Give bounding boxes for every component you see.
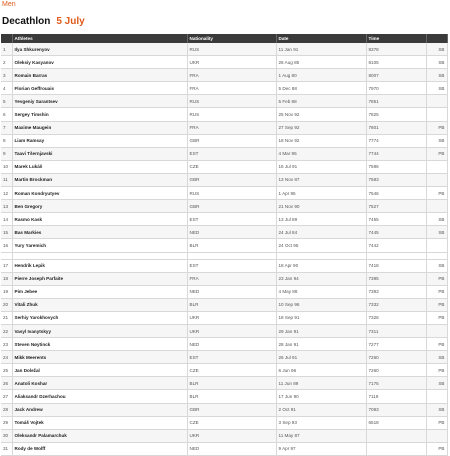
table-row <box>1 390 447 403</box>
note-cell: SB <box>426 213 447 226</box>
athlete-name[interactable]: Jan Doležal <box>12 364 187 377</box>
athlete-name[interactable]: Steven Nøytinck <box>12 338 187 351</box>
note-cell <box>426 324 447 337</box>
athlete-name[interactable]: Bas Markies <box>12 226 187 239</box>
athlete-name[interactable]: Tomáš Vojtek <box>12 416 187 429</box>
col-time-header[interactable]: Time <box>366 34 426 43</box>
date-cell: 27 Sep 92 <box>276 121 366 134</box>
col-note-header <box>426 34 447 43</box>
athlete-name[interactable]: Yevgeniy Sarantsev <box>12 95 187 108</box>
athlete-name[interactable]: Oleksandr Palamarchuk <box>12 429 187 442</box>
athlete-name[interactable]: Liam Ramsay <box>12 134 187 147</box>
rank-cell: 26 <box>1 377 12 390</box>
athlete-name[interactable]: Pierre Joseph Parfaite <box>12 272 187 285</box>
date-cell: 2 Oct 91 <box>276 403 366 416</box>
rank-cell: 16 <box>1 239 12 252</box>
table-row <box>1 121 447 134</box>
rank-cell: 28 <box>1 403 12 416</box>
score-cell: 6518 <box>366 416 426 429</box>
score-cell: 8105 <box>366 56 426 69</box>
nationality-cell: NED <box>187 338 276 351</box>
rank-cell: 4 <box>1 82 12 95</box>
table-row <box>1 311 447 324</box>
results-table <box>1 34 448 456</box>
nationality-cell: BLR <box>187 377 276 390</box>
note-cell: PB <box>426 416 447 429</box>
nationality-cell: RUS <box>187 43 276 56</box>
score-cell: 7118 <box>366 390 426 403</box>
note-cell <box>426 173 447 186</box>
note-cell: PB <box>426 121 447 134</box>
date-cell: 6 Jun 96 <box>276 364 366 377</box>
table-row <box>1 187 447 200</box>
athlete-name[interactable]: Anatoli Koshar <box>12 377 187 390</box>
nationality-cell: UKR <box>187 324 276 337</box>
table-row <box>1 442 447 455</box>
nationality-cell: CZE <box>187 364 276 377</box>
score-cell: 7260 <box>366 364 426 377</box>
score-cell: 7393 <box>366 285 426 298</box>
table-row <box>1 226 447 239</box>
date-cell: 11 Jun 89 <box>276 377 366 390</box>
score-cell: 7825 <box>366 108 426 121</box>
note-cell: SB <box>426 259 447 272</box>
nationality-cell: RUS <box>187 95 276 108</box>
nationality-cell: CZE <box>187 160 276 173</box>
rank-cell: 20 <box>1 298 12 311</box>
date-cell: 1 Apr 95 <box>276 187 366 200</box>
rank-cell: 30 <box>1 429 12 442</box>
rank-cell: 31 <box>1 442 12 455</box>
table-row <box>1 324 447 337</box>
date-cell: 5 Dec 88 <box>276 82 366 95</box>
note-cell <box>426 239 447 252</box>
table-row <box>1 147 447 160</box>
table-row <box>1 272 447 285</box>
table-row <box>1 416 447 429</box>
note-cell: SB <box>426 377 447 390</box>
nationality-cell: GBR <box>187 173 276 186</box>
group-separator <box>1 252 447 259</box>
date-cell: 5 Feb 88 <box>276 95 366 108</box>
score-cell: 7583 <box>366 173 426 186</box>
date-cell: 9 Apr 97 <box>276 442 366 455</box>
rank-cell: 18 <box>1 272 12 285</box>
nationality-cell: EST <box>187 351 276 364</box>
date-cell: 26 Jul 91 <box>276 351 366 364</box>
nationality-cell: NED <box>187 285 276 298</box>
event-date: 5 July <box>56 16 85 27</box>
date-cell: 16 Jul 91 <box>276 160 366 173</box>
note-cell <box>426 429 447 442</box>
rank-cell: 2 <box>1 56 12 69</box>
score-cell: 8378 <box>366 43 426 56</box>
rank-cell: 8 <box>1 134 12 147</box>
date-cell: 26 Aug 85 <box>276 56 366 69</box>
table-row <box>1 338 447 351</box>
score-cell: 7083 <box>366 403 426 416</box>
note-cell: PB <box>426 364 447 377</box>
table-row <box>1 160 447 173</box>
athlete-name[interactable]: Vitali Zhuk <box>12 298 187 311</box>
table-row <box>1 43 447 56</box>
page-title <box>2 16 85 28</box>
athlete-name[interactable]: Hendrik Lepik <box>12 259 187 272</box>
rank-cell: 10 <box>1 160 12 173</box>
score-cell: 7851 <box>366 95 426 108</box>
athlete-name[interactable]: Sergey Timshin <box>12 108 187 121</box>
rank-cell: 1 <box>1 43 12 56</box>
athlete-name[interactable]: Mikk Meerents <box>12 351 187 364</box>
table-row <box>1 173 447 186</box>
date-cell: 18 Sep 91 <box>276 311 366 324</box>
date-cell: 21 Nov 90 <box>276 200 366 213</box>
col-rank-header <box>1 34 12 43</box>
score-cell: 7311 <box>366 324 426 337</box>
table-row <box>1 239 447 252</box>
date-cell: 25 Nov 92 <box>276 108 366 121</box>
athlete-name[interactable]: Marek Lukáš <box>12 160 187 173</box>
date-cell: 24 Oct 95 <box>276 239 366 252</box>
rank-cell: 3 <box>1 69 12 82</box>
col-date-header[interactable]: Date <box>276 34 366 43</box>
score-cell: 7175 <box>366 377 426 390</box>
athlete-name[interactable]: Ilya Shkurenyov <box>12 43 187 56</box>
nationality-cell: EST <box>187 259 276 272</box>
nationality-cell: BLR <box>187 390 276 403</box>
note-cell <box>426 200 447 213</box>
note-cell: SB <box>426 351 447 364</box>
score-cell <box>366 429 426 442</box>
table-row <box>1 351 447 364</box>
event-title: Decathlon <box>2 16 51 27</box>
men-link[interactable]: Men <box>2 1 16 8</box>
note-cell: PB <box>426 285 447 298</box>
date-cell: 24 Jul 84 <box>276 226 366 239</box>
athlete-name[interactable]: Pim Jebee <box>12 285 187 298</box>
date-cell: 28 Jan 91 <box>276 338 366 351</box>
nationality-cell: UKR <box>187 311 276 324</box>
nationality-cell: NED <box>187 226 276 239</box>
rank-cell: 14 <box>1 213 12 226</box>
athlete-name[interactable]: Rasmo Kask <box>12 213 187 226</box>
athlete-name[interactable]: Serhiy Yarokhovych <box>12 311 187 324</box>
score-cell: 7455 <box>366 213 426 226</box>
rank-cell: 11 <box>1 173 12 186</box>
date-cell: 13 Nov 87 <box>276 173 366 186</box>
score-cell: 7527 <box>366 200 426 213</box>
score-cell: 7596 <box>366 160 426 173</box>
date-cell: 1 Aug 80 <box>276 69 366 82</box>
nationality-cell: BLR <box>187 298 276 311</box>
note-cell <box>426 108 447 121</box>
nationality-cell: FRA <box>187 82 276 95</box>
note-cell: SB <box>426 56 447 69</box>
nationality-cell: UKR <box>187 429 276 442</box>
note-cell: SB <box>426 43 447 56</box>
date-cell: 11 May 87 <box>276 429 366 442</box>
note-cell: PB <box>426 338 447 351</box>
table-row <box>1 364 447 377</box>
note-cell <box>426 390 447 403</box>
rank-cell: 7 <box>1 121 12 134</box>
athlete-name[interactable]: Roman Kondryutyev <box>12 187 187 200</box>
table-row <box>1 95 447 108</box>
table-row <box>1 298 447 311</box>
table-row <box>1 377 447 390</box>
note-cell: SB <box>426 226 447 239</box>
nationality-cell: BLR <box>187 239 276 252</box>
table-row <box>1 259 447 272</box>
score-cell <box>366 442 426 455</box>
athlete-name[interactable]: Maxime Maugein <box>12 121 187 134</box>
date-cell: 3 Sep 93 <box>276 416 366 429</box>
note-cell: PB <box>426 272 447 285</box>
score-cell: 7418 <box>366 259 426 272</box>
note-cell: SB <box>426 134 447 147</box>
note-cell: PB <box>426 187 447 200</box>
score-cell: 8007 <box>366 69 426 82</box>
table-row <box>1 213 447 226</box>
nationality-cell: GBR <box>187 200 276 213</box>
score-cell: 7277 <box>366 338 426 351</box>
date-cell: 13 Jul 89 <box>276 213 366 226</box>
note-cell <box>426 95 447 108</box>
score-cell: 7326 <box>366 311 426 324</box>
col-nationality-header[interactable]: Nationality <box>187 34 276 43</box>
athlete-name[interactable]: Oleksiy Kasyanov <box>12 56 187 69</box>
date-cell: 29 Jan 91 <box>276 324 366 337</box>
nationality-cell: FRA <box>187 272 276 285</box>
athlete-name[interactable]: Florian Geffrouais <box>12 82 187 95</box>
rank-cell: 29 <box>1 416 12 429</box>
note-cell: SB <box>426 403 447 416</box>
date-cell: 10 Sep 96 <box>276 298 366 311</box>
table-row <box>1 285 447 298</box>
athlete-name[interactable]: Jack Andrew <box>12 403 187 416</box>
rank-cell: 6 <box>1 108 12 121</box>
athlete-name[interactable]: Romain Barras <box>12 69 187 82</box>
rank-cell: 24 <box>1 351 12 364</box>
table-row <box>1 403 447 416</box>
col-athletes-header[interactable]: Athletes <box>12 34 187 43</box>
nationality-cell: UKR <box>187 56 276 69</box>
rank-cell: 12 <box>1 187 12 200</box>
score-cell: 7442 <box>366 239 426 252</box>
date-cell: 11 Jan 91 <box>276 43 366 56</box>
athlete-name[interactable]: Ben Gregory <box>12 200 187 213</box>
athlete-name[interactable]: Vasyl Ivanytskyy <box>12 324 187 337</box>
nationality-cell: GBR <box>187 403 276 416</box>
date-cell: 18 Nov 92 <box>276 134 366 147</box>
rank-cell: 5 <box>1 95 12 108</box>
note-cell: PB <box>426 147 447 160</box>
athlete-name[interactable]: Taavi Tšernjavski <box>12 147 187 160</box>
score-cell: 7774 <box>366 134 426 147</box>
nationality-cell: RUS <box>187 187 276 200</box>
table-row <box>1 200 447 213</box>
rank-cell: 27 <box>1 390 12 403</box>
note-cell: SB <box>426 69 447 82</box>
rank-cell: 22 <box>1 324 12 337</box>
note-cell: PB <box>426 298 447 311</box>
rank-cell: 23 <box>1 338 12 351</box>
results-body <box>1 43 447 455</box>
nationality-cell: RUS <box>187 108 276 121</box>
note-cell <box>426 160 447 173</box>
score-cell: 7801 <box>366 121 426 134</box>
date-cell: 4 May 88 <box>276 285 366 298</box>
nationality-cell: GBR <box>187 134 276 147</box>
rank-cell: 21 <box>1 311 12 324</box>
nationality-cell: CZE <box>187 416 276 429</box>
table-row <box>1 134 447 147</box>
note-cell: SB <box>426 82 447 95</box>
table-row <box>1 69 447 82</box>
table-row <box>1 108 447 121</box>
nationality-cell: EST <box>187 147 276 160</box>
date-cell: 17 Jun 90 <box>276 390 366 403</box>
rank-cell: 19 <box>1 285 12 298</box>
note-cell: PB <box>426 311 447 324</box>
score-cell: 7260 <box>366 351 426 364</box>
athlete-name[interactable]: Aliaksandr Dzerhachou <box>12 390 187 403</box>
score-cell: 7970 <box>366 82 426 95</box>
athlete-name[interactable]: Rody de Wolff <box>12 442 187 455</box>
athlete-name[interactable]: Yury Yaremich <box>12 239 187 252</box>
table-row <box>1 56 447 69</box>
score-cell: 7744 <box>366 147 426 160</box>
score-cell: 7445 <box>366 226 426 239</box>
table-header-row <box>1 34 447 43</box>
rank-cell: 25 <box>1 364 12 377</box>
nationality-cell: FRA <box>187 69 276 82</box>
nationality-cell: NED <box>187 442 276 455</box>
rank-cell: 17 <box>1 259 12 272</box>
note-cell: PB <box>426 442 447 455</box>
date-cell: 23 Jan 94 <box>276 272 366 285</box>
nationality-cell: EST <box>187 213 276 226</box>
score-cell: 7332 <box>366 298 426 311</box>
date-cell: 4 Mar 95 <box>276 147 366 160</box>
nationality-cell: FRA <box>187 121 276 134</box>
table-row <box>1 429 447 442</box>
table-row <box>1 82 447 95</box>
date-cell: 18 Apr 90 <box>276 259 366 272</box>
athlete-name[interactable]: Martin Brockman <box>12 173 187 186</box>
score-cell: 7546 <box>366 187 426 200</box>
rank-cell: 9 <box>1 147 12 160</box>
score-cell: 7395 <box>366 272 426 285</box>
rank-cell: 13 <box>1 200 12 213</box>
rank-cell: 15 <box>1 226 12 239</box>
